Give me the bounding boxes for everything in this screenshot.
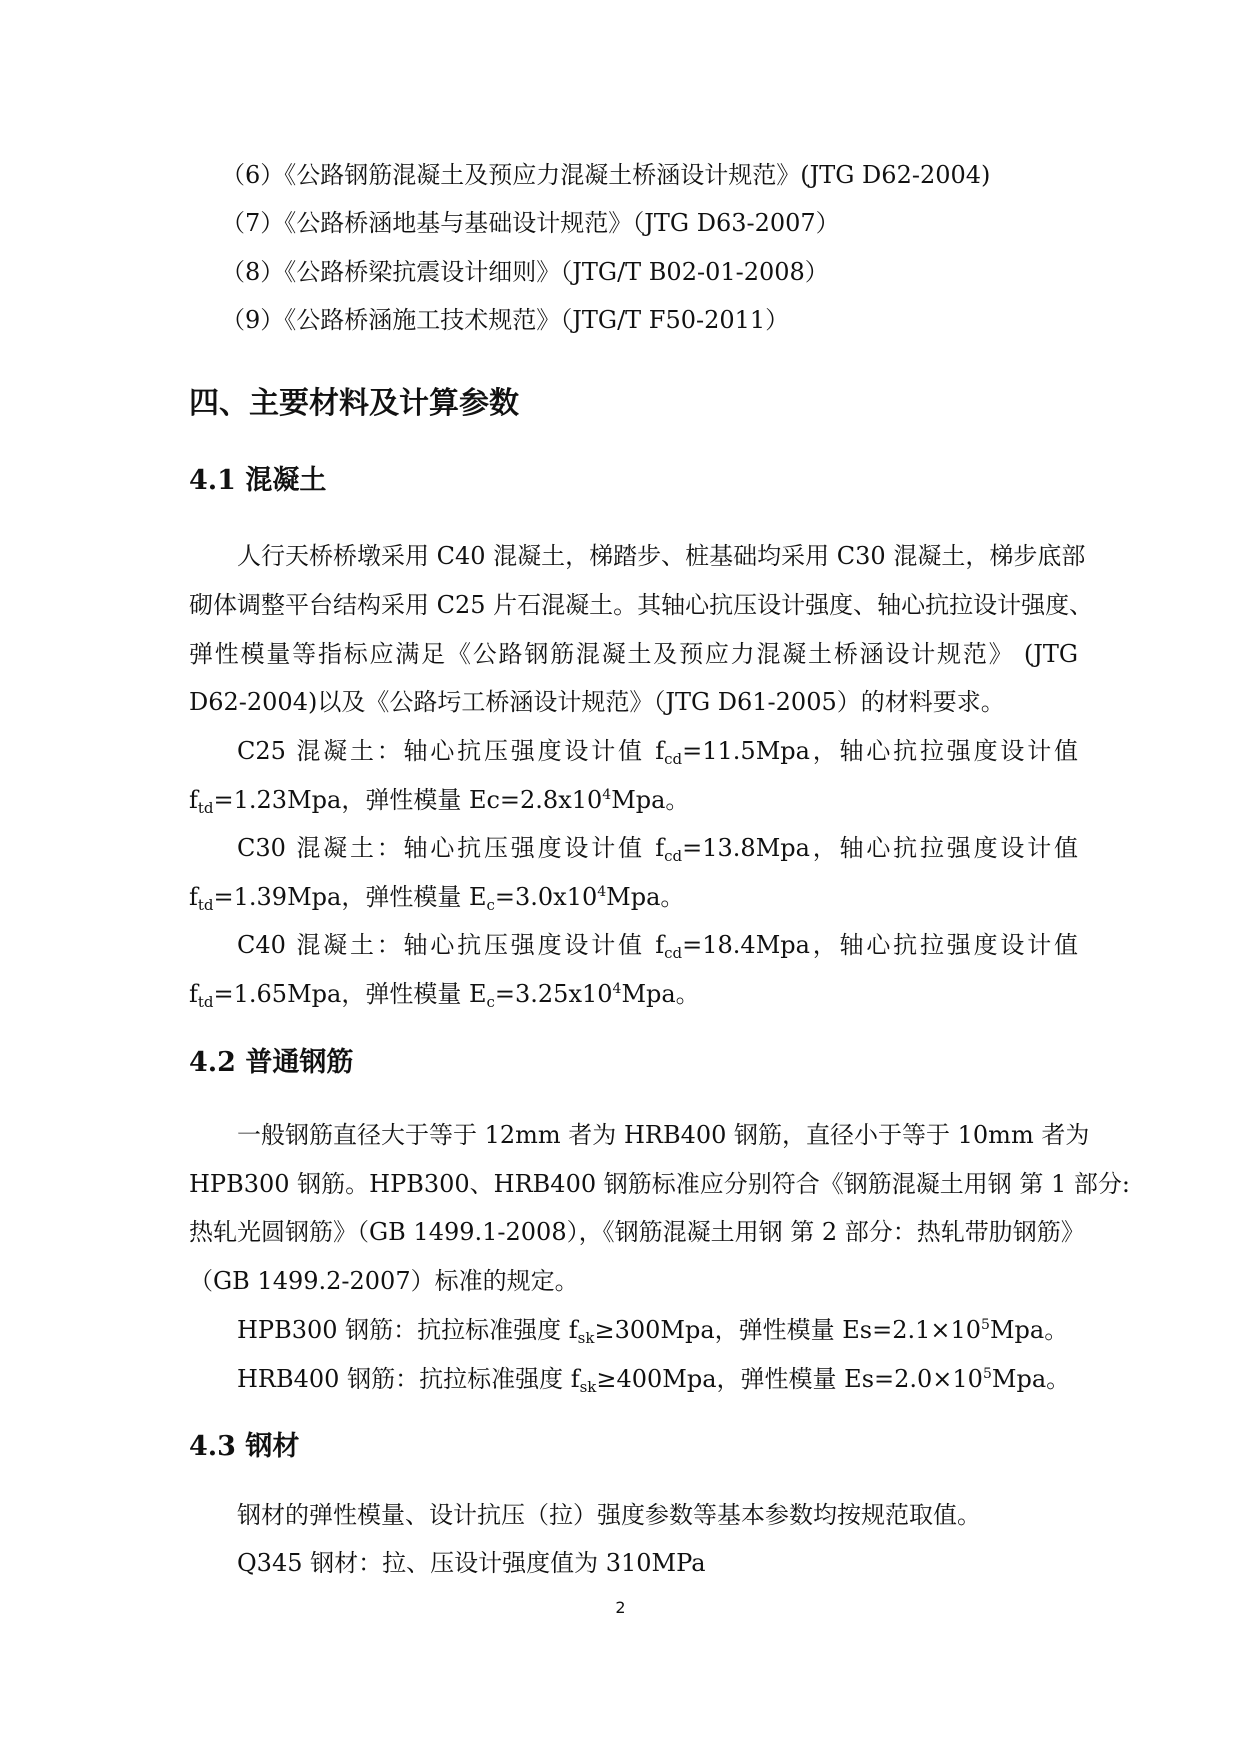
c30-spec-line xyxy=(237,833,1078,863)
c25-text: =1.23Mpa，弹性模量 Ec=2.8x10 xyxy=(213,786,603,814)
c30-text: f xyxy=(189,883,198,911)
c30-superscript: 4 xyxy=(597,884,607,900)
c30-subscript: c xyxy=(486,896,495,914)
steel-paragraph-line: Q345 钢材：拉、压设计强度值为 310MPa xyxy=(237,1549,706,1577)
rebar-paragraph-line: 热轧光圆钢筋》（GB 1499.1-2008），《钢筋混凝土用钢 第 2 部分：热轧带肋钢筋》 xyxy=(189,1218,1085,1246)
c25-subscript: td xyxy=(197,799,214,817)
c25-text: Mpa。 xyxy=(611,786,690,814)
rebar-paragraph-line: 一般钢筋直径大于等于 12mm 者为 HRB400 钢筋，直径小于等于 10mm 者为 xyxy=(237,1121,1090,1149)
hpb300-text: HPB300 钢筋：抗拉标准强度 f xyxy=(237,1316,578,1344)
hpb300-text: Mpa。 xyxy=(989,1316,1069,1344)
c25-spec-line xyxy=(189,785,1078,815)
c25-text: C25 混凝土：轴心抗压强度设计值 f xyxy=(237,737,665,765)
c40-subscript: c xyxy=(486,993,495,1011)
c30-text: =1.39Mpa，弹性模量 E xyxy=(213,883,487,911)
c40-text: =18.4Mpa，轴心抗拉强度设计值 xyxy=(682,931,1079,959)
c30-text: =3.0x10 xyxy=(494,883,598,911)
rebar-paragraph-line: HPB300 钢筋。HPB300、HRB400 钢筋标准应分别符合《钢筋混凝土用钢 第 1 部分: xyxy=(189,1170,1130,1198)
rebar-paragraph-line: （GB 1499.2-2007）标准的规定。 xyxy=(189,1267,579,1295)
page-number: 2 xyxy=(615,1598,626,1617)
reference-item: （6）《公路钢筋混凝土及预应力混凝土桥涵设计规范》(JTG D62-2004) xyxy=(221,161,991,189)
concrete-paragraph-line: 弹性模量等指标应满足《公路钢筋混凝土及预应力混凝土桥涵设计规范》 (JTG xyxy=(189,640,1078,668)
c40-subscript: td xyxy=(197,993,214,1011)
c30-text: C30 混凝土：轴心抗压强度设计值 f xyxy=(237,834,665,862)
c40-text: =1.65Mpa，弹性模量 E xyxy=(213,980,487,1008)
c40-spec-line xyxy=(189,979,1078,1009)
c25-text: =11.5Mpa，轴心抗拉强度设计值 xyxy=(682,737,1079,765)
hpb300-subscript: sk xyxy=(577,1329,595,1347)
hrb400-text: Mpa。 xyxy=(991,1365,1071,1393)
c25-superscript: 4 xyxy=(602,787,612,803)
c40-text: f xyxy=(189,980,198,1008)
concrete-heading: 4.1 混凝土 xyxy=(189,465,327,496)
hrb400-text: HRB400 钢筋：抗拉标准强度 f xyxy=(237,1365,580,1393)
c40-text: =3.25x10 xyxy=(494,980,613,1008)
c40-superscript: 4 xyxy=(612,981,622,997)
hrb400-spec-line xyxy=(237,1364,1078,1394)
c25-text: f xyxy=(189,786,198,814)
reference-item: （7）《公路桥涵地基与基础设计规范》（JTG D63-2007） xyxy=(221,209,840,237)
c40-spec-line xyxy=(237,930,1078,960)
c25-subscript: cd xyxy=(664,750,683,768)
steel-paragraph-line: 钢材的弹性模量、设计抗压（拉）强度参数等基本参数均按规范取值。 xyxy=(237,1501,981,1529)
c30-subscript: cd xyxy=(664,847,683,865)
c40-text: Mpa。 xyxy=(621,980,700,1008)
hpb300-spec-line xyxy=(237,1315,1078,1345)
hrb400-subscript: sk xyxy=(579,1378,597,1396)
c30-spec-line xyxy=(189,882,1078,912)
concrete-paragraph-line: 砌体调整平台结构采用 C25 片石混凝土。其轴心抗压设计强度、轴心抗拉设计强度、 xyxy=(189,591,1094,619)
c30-subscript: td xyxy=(197,896,214,914)
hpb300-superscript: 5 xyxy=(981,1317,990,1333)
c25-spec-line xyxy=(237,736,1078,766)
section-title: 四、主要材料及计算参数 xyxy=(189,386,519,421)
c40-subscript: cd xyxy=(664,944,683,962)
concrete-paragraph-line: D62-2004)以及《公路圬工桥涵设计规范》（JTG D61-2005）的材料要求。 xyxy=(189,688,1005,716)
reference-item: （9）《公路桥涵施工技术规范》（JTG/T F50-2011） xyxy=(221,306,790,334)
hpb300-text: ≥300Mpa，弹性模量 Es=2.1×10 xyxy=(594,1316,982,1344)
rebar-heading: 4.2 普通钢筋 xyxy=(189,1047,354,1078)
concrete-paragraph-line: 人行天桥桥墩采用 C40 混凝土，梯踏步、桩基础均采用 C30 混凝土，梯步底部 xyxy=(237,542,1086,570)
c40-text: C40 混凝土：轴心抗压强度设计值 f xyxy=(237,931,665,959)
hrb400-superscript: 5 xyxy=(982,1366,992,1382)
c30-text: =13.8Mpa，轴心抗拉强度设计值 xyxy=(682,834,1079,862)
reference-item: （8）《公路桥梁抗震设计细则》（JTG/T B02-01-2008） xyxy=(221,258,829,286)
c30-text: Mpa。 xyxy=(606,883,685,911)
hrb400-text: ≥400Mpa，弹性模量 Es=2.0×10 xyxy=(596,1365,983,1393)
steel-heading: 4.3 钢材 xyxy=(189,1431,300,1462)
